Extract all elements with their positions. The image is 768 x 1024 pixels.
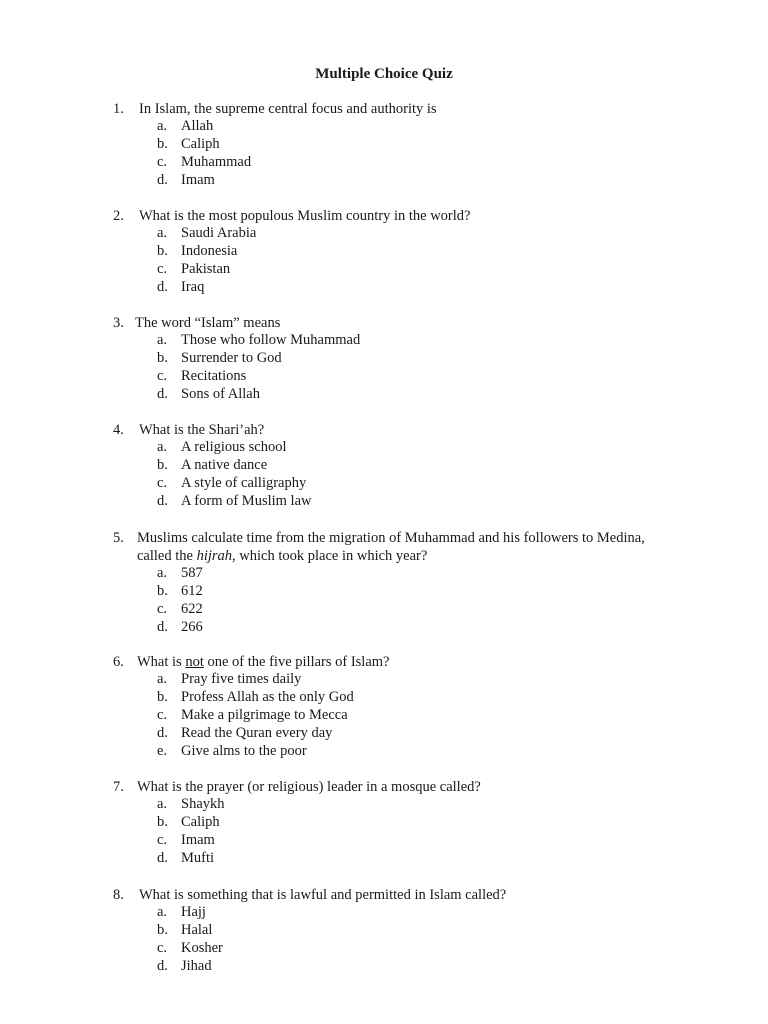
option-letter: b. — [157, 813, 168, 830]
option-text: Pray five times daily — [181, 671, 302, 687]
option-a — [113, 118, 693, 136]
question-6 — [113, 653, 693, 760]
option-letter: d. — [157, 849, 168, 866]
options-list — [113, 796, 693, 868]
option-text: Shaykh — [181, 796, 225, 812]
option-text: Surrender to God — [181, 349, 282, 366]
option-e — [113, 743, 693, 761]
option-text: A style of calligraphy — [181, 474, 307, 491]
option-letter: d. — [157, 385, 168, 402]
option-letter: d. — [157, 171, 168, 188]
option-a — [113, 565, 693, 583]
option-text: Read the Quran every day — [181, 724, 333, 741]
question-number: 6. — [113, 654, 124, 670]
option-text: A native dance — [181, 456, 268, 473]
option-text: Pakistan — [181, 260, 231, 277]
option-letter: b. — [157, 688, 168, 705]
option-text: Sons of Allah — [181, 385, 260, 402]
option-b — [113, 583, 693, 601]
option-b — [113, 457, 693, 475]
option-b — [113, 689, 693, 707]
option-b — [113, 922, 693, 940]
option-letter: d. — [157, 278, 168, 295]
option-text: Recitations — [181, 367, 247, 384]
option-d — [113, 386, 693, 404]
option-d — [113, 958, 693, 976]
option-letter: d. — [157, 957, 168, 974]
option-text: 622 — [181, 600, 203, 617]
option-d — [113, 850, 693, 868]
question-line — [113, 778, 693, 796]
question-number: 3. — [113, 315, 124, 331]
question-text: What is the Shari’ah? — [139, 422, 265, 438]
option-text: Profess Allah as the only God — [181, 688, 354, 705]
question-text — [137, 653, 389, 671]
question-text: What is something that is lawful and permitted in Islam called? — [139, 887, 507, 903]
question-text: Muslims calculate time from the migration of Muhammad and his followers to Medina, — [137, 530, 645, 546]
option-letter: b. — [157, 456, 168, 473]
question-text-part: one of the five pillars of Islam? — [203, 654, 390, 670]
option-letter: a. — [157, 439, 168, 455]
option-text: Muhammad — [181, 153, 252, 170]
option-letter: b. — [157, 921, 168, 938]
question-text-italic: hijrah — [196, 548, 233, 564]
question-number: 7. — [113, 779, 124, 795]
option-text: 266 — [181, 618, 203, 635]
options-list — [113, 904, 693, 976]
option-a — [113, 671, 693, 689]
option-letter: d. — [157, 492, 168, 509]
option-letter: b. — [157, 349, 168, 366]
option-letter: e. — [157, 742, 168, 759]
option-d — [113, 279, 693, 297]
option-text: A form of Muslim law — [181, 492, 312, 509]
option-letter: a. — [157, 332, 168, 348]
option-b — [113, 243, 693, 261]
option-c — [113, 707, 693, 725]
option-text: Saudi Arabia — [181, 225, 257, 241]
option-d — [113, 493, 693, 511]
question-1 — [113, 100, 693, 190]
option-text: Those who follow Muhammad — [181, 332, 361, 348]
option-a — [113, 439, 693, 457]
option-c — [113, 368, 693, 386]
option-letter: a. — [157, 225, 168, 241]
options-list — [113, 439, 693, 511]
question-text-part: , which took place in which year? — [232, 548, 428, 564]
option-letter: c. — [157, 600, 168, 617]
option-letter: a. — [157, 671, 168, 687]
option-d — [113, 725, 693, 743]
option-text: Mufti — [181, 849, 215, 866]
option-a — [113, 332, 693, 350]
option-c — [113, 601, 693, 619]
question-8 — [113, 886, 693, 976]
option-letter: a. — [157, 796, 168, 812]
option-d — [113, 619, 693, 637]
question-line-continued — [113, 547, 693, 565]
question-line — [113, 421, 693, 439]
option-text: Indonesia — [181, 242, 238, 259]
option-letter: c. — [157, 153, 168, 170]
option-text: Caliph — [181, 135, 220, 152]
option-c — [113, 154, 693, 172]
question-number: 1. — [113, 101, 124, 117]
question-text-part: What is — [137, 654, 186, 670]
question-line — [113, 100, 693, 118]
option-letter: c. — [157, 706, 168, 723]
question-text: In Islam, the supreme central focus and authority is — [139, 101, 437, 117]
option-text: Hajj — [181, 904, 206, 920]
question-line — [113, 314, 693, 332]
question-2 — [113, 207, 693, 297]
option-letter: c. — [157, 474, 168, 491]
option-c — [113, 475, 693, 493]
option-b — [113, 814, 693, 832]
question-5 — [113, 529, 693, 637]
question-line — [113, 529, 693, 547]
option-text: Allah — [181, 118, 214, 134]
option-letter: c. — [157, 939, 168, 956]
option-letter: b. — [157, 242, 168, 259]
question-text: What is the most populous Muslim country in the world? — [139, 208, 471, 224]
question-line — [113, 653, 693, 671]
option-letter: a. — [157, 118, 168, 134]
option-d — [113, 172, 693, 190]
option-letter: d. — [157, 618, 168, 635]
options-list — [113, 225, 693, 297]
option-letter: b. — [157, 582, 168, 599]
option-c — [113, 832, 693, 850]
options-list — [113, 671, 693, 760]
option-c — [113, 940, 693, 958]
option-text: Halal — [181, 921, 213, 938]
option-a — [113, 225, 693, 243]
option-a — [113, 904, 693, 922]
option-text: Imam — [181, 831, 215, 848]
question-text-underlined: not — [185, 654, 204, 670]
option-letter: c. — [157, 367, 168, 384]
option-text: 587 — [181, 565, 203, 581]
option-letter: c. — [157, 831, 168, 848]
question-line — [113, 886, 693, 904]
question-text: The word “Islam” means — [135, 315, 281, 331]
option-letter: b. — [157, 135, 168, 152]
option-text: Iraq — [181, 278, 205, 295]
question-7 — [113, 778, 693, 868]
question-3 — [113, 314, 693, 404]
question-line — [113, 207, 693, 225]
option-text: A religious school — [181, 439, 287, 455]
option-text: Caliph — [181, 813, 220, 830]
options-list — [113, 118, 693, 190]
option-letter: a. — [157, 904, 168, 920]
options-list — [113, 565, 693, 637]
option-text: Make a pilgrimage to Mecca — [181, 706, 348, 723]
question-number: 2. — [113, 208, 124, 224]
option-text: 612 — [181, 582, 203, 599]
question-4 — [113, 421, 693, 511]
question-number: 4. — [113, 422, 124, 438]
question-number: 8. — [113, 887, 124, 903]
option-text: Give alms to the poor — [181, 742, 307, 759]
option-a — [113, 796, 693, 814]
option-letter: a. — [157, 565, 168, 581]
question-text: What is the prayer (or religious) leader in a mosque called? — [137, 779, 481, 795]
page-title: Multiple Choice Quiz — [315, 66, 453, 82]
option-c — [113, 261, 693, 279]
option-text: Kosher — [181, 939, 223, 956]
option-letter: d. — [157, 724, 168, 741]
option-text: Imam — [181, 171, 215, 188]
options-list — [113, 332, 693, 404]
question-number: 5. — [113, 530, 124, 546]
option-b — [113, 136, 693, 154]
option-b — [113, 350, 693, 368]
option-letter: c. — [157, 260, 168, 277]
option-text: Jihad — [181, 957, 212, 974]
question-text-part: called the — [137, 548, 197, 564]
